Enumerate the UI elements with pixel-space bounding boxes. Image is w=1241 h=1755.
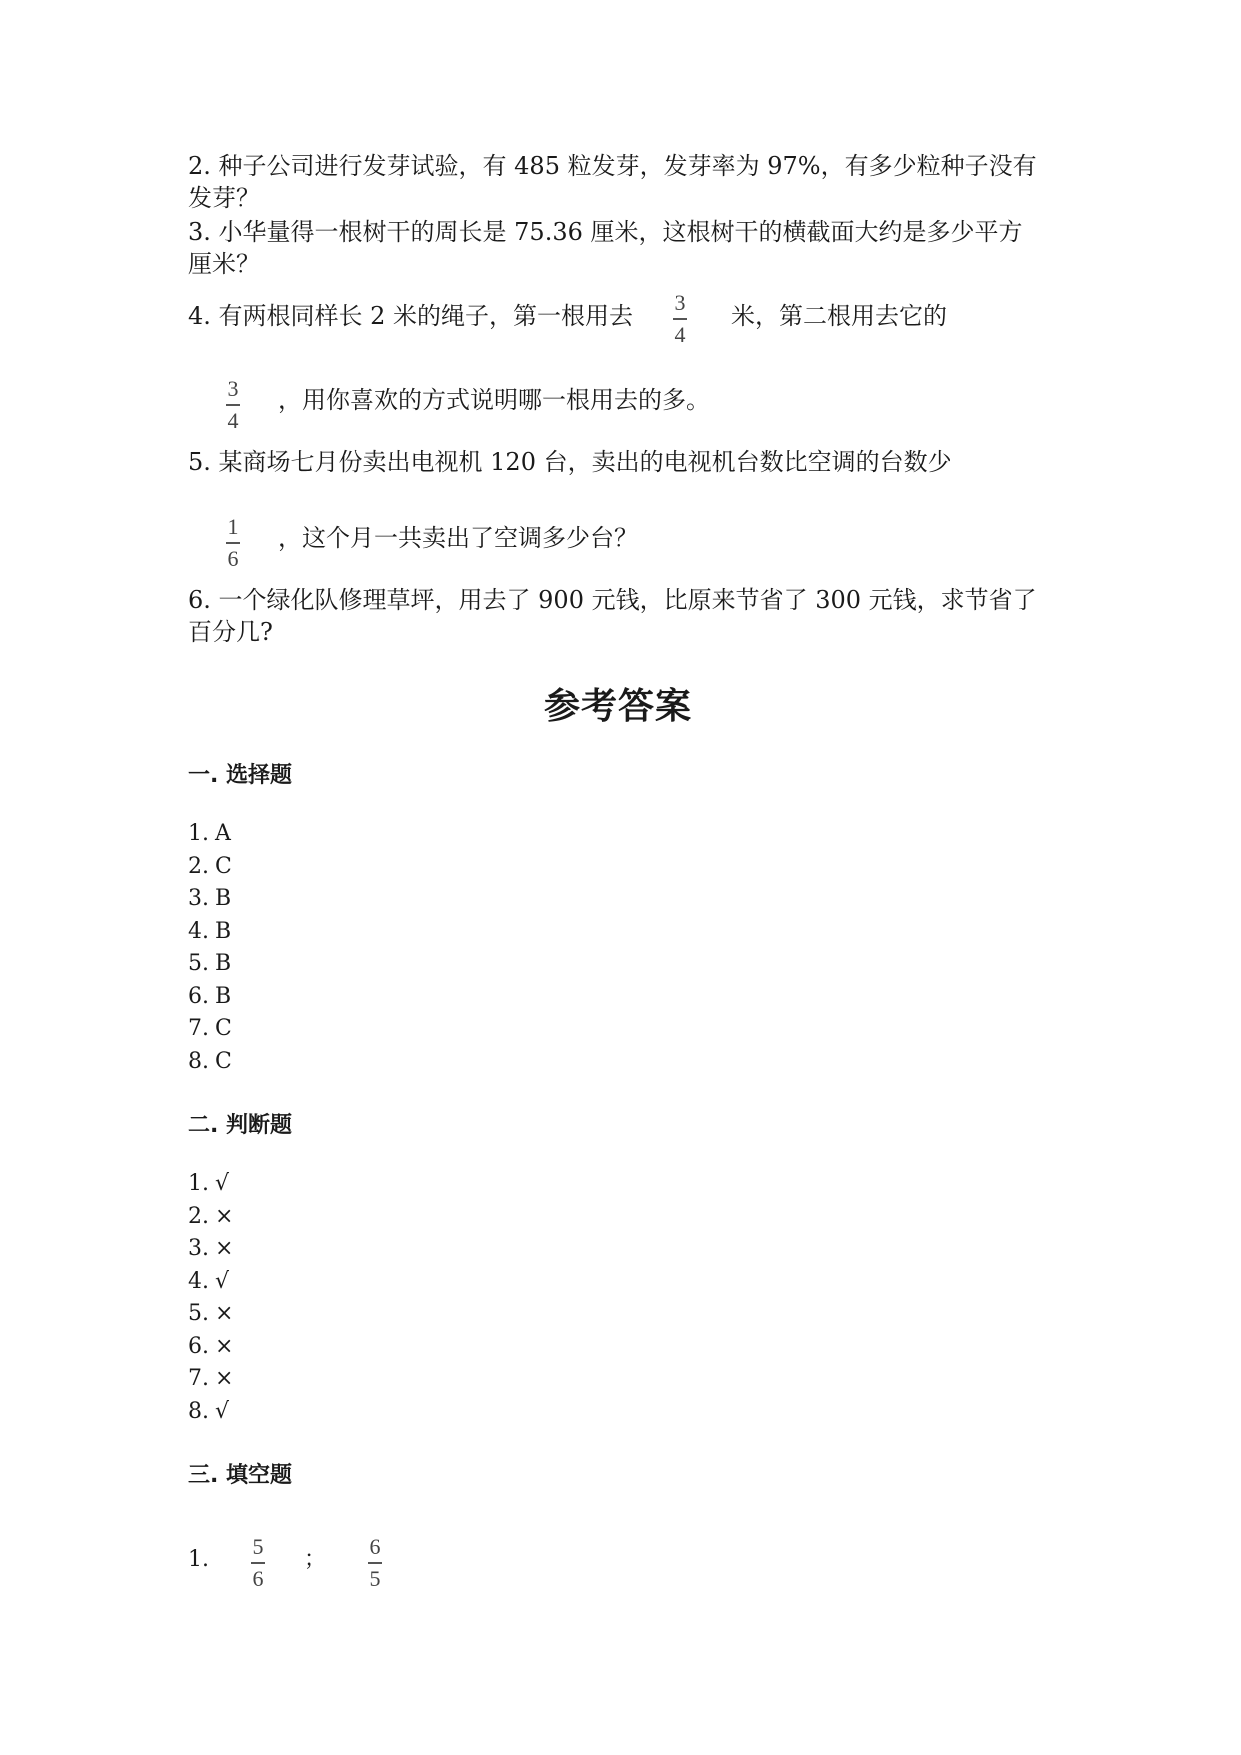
question-4-fraction-1 — [673, 290, 687, 348]
question-6-line-2: 百分几? — [188, 618, 273, 646]
section-2-answer-2: 2. × — [188, 1204, 234, 1229]
section-2-answer-7: 7. × — [188, 1366, 234, 1391]
fraction-bar — [226, 404, 240, 406]
fraction-numerator: 1 — [227, 514, 239, 539]
section-2-answer-1: 1. √ — [188, 1171, 230, 1196]
fraction-denominator: 5 — [369, 1565, 381, 1591]
section-2-heading: 二. 判断题 — [188, 1113, 293, 1138]
fraction-denominator: 4 — [674, 321, 686, 347]
section-3-answer-1-separator: ； — [304, 1547, 327, 1572]
fraction-bar — [368, 1562, 382, 1564]
section-1-heading: 一. 选择题 — [188, 763, 293, 788]
question-2-line-2: 发芽？ — [188, 184, 260, 212]
fraction-bar — [251, 1562, 265, 1564]
section-2-answer-3: 3. × — [188, 1236, 234, 1261]
question-5-part-2: ，这个月一共卖出了空调多少台？ — [278, 524, 638, 552]
question-5-fraction — [226, 514, 240, 572]
section-1-answer-2: 2. C — [188, 854, 232, 879]
section-1-answer-4: 4. B — [188, 919, 232, 944]
fraction-numerator: 3 — [674, 290, 686, 315]
section-3-answer-1-fraction-b — [368, 1534, 382, 1592]
section-1-answer-8: 8. C — [188, 1049, 232, 1074]
section-1-answer-1: 1. A — [188, 821, 231, 846]
question-4-fraction-2 — [226, 376, 240, 434]
question-4-part-3: ，用你喜欢的方式说明哪一根用去的多。 — [278, 386, 710, 414]
section-1-answer-6: 6. B — [188, 984, 232, 1009]
question-5-part-1: 5. 某商场七月份卖出电视机 120 台，卖出的电视机台数比空调的台数少 — [188, 448, 952, 476]
fraction-denominator: 4 — [227, 407, 239, 433]
question-2-line-1: 2. 种子公司进行发芽试验，有 485 粒发芽，发芽率为 97%，有多少粒种子没有 — [188, 152, 1037, 180]
question-4-part-2: 米，第二根用去它的 — [731, 302, 947, 330]
section-3-answer-1-fraction-a — [251, 1534, 265, 1592]
section-1-answer-7: 7. C — [188, 1016, 232, 1041]
fraction-bar — [226, 542, 240, 544]
fraction-bar — [673, 318, 687, 320]
section-2-answer-5: 5. × — [188, 1301, 234, 1326]
question-6-line-1: 6. 一个绿化队修理草坪，用去了 900 元钱，比原来节省了 300 元钱，求节省了 — [188, 586, 1037, 614]
section-3-answer-1-number: 1. — [188, 1547, 209, 1572]
section-2-answer-4: 4. √ — [188, 1269, 230, 1294]
answers-title: 参考答案 — [544, 686, 693, 727]
section-2-answer-6: 6. × — [188, 1334, 234, 1359]
fraction-denominator: 6 — [252, 1565, 264, 1591]
question-3-line-2: 厘米？ — [188, 250, 260, 278]
section-3-heading: 三. 填空题 — [188, 1463, 293, 1488]
fraction-numerator: 5 — [252, 1534, 264, 1559]
question-3-line-1: 3. 小华量得一根树干的周长是 75.36 厘米，这根树干的横截面大约是多少平方 — [188, 218, 1023, 246]
fraction-numerator: 6 — [369, 1534, 381, 1559]
fraction-numerator: 3 — [227, 376, 239, 401]
section-1-answer-5: 5. B — [188, 951, 232, 976]
section-1-answer-3: 3. B — [188, 886, 232, 911]
question-4-part-1: 4. 有两根同样长 2 米的绳子，第一根用去 — [188, 302, 634, 330]
section-2-answer-8: 8. √ — [188, 1399, 230, 1424]
fraction-denominator: 6 — [227, 545, 239, 571]
